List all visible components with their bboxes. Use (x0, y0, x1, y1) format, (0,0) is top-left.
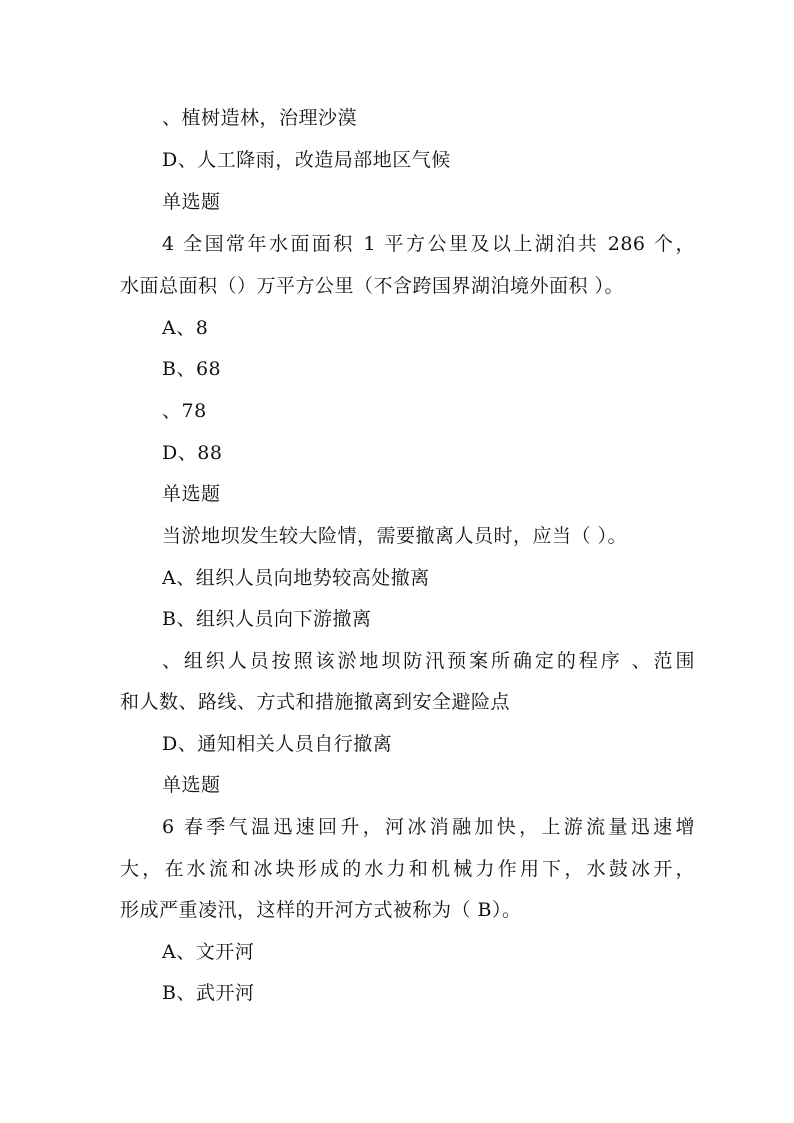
question-type-label: 单选题 (162, 774, 221, 796)
option-c-line-1: 、组织人员按照该淤地坝防汛预案所确定的程序 、范围 (162, 650, 695, 672)
option-a-text: A、组织人员向地势较高处撤离 (162, 567, 430, 589)
question-6-line-3: 形成严重凌汛，这样的开河方式被称为（ B）。 (120, 899, 522, 921)
option-b-text: B、组织人员向下游撤离 (162, 608, 372, 630)
question-5-text: 当淤地坝发生较大险情，需要撤离人员时，应当（ ）。 (162, 525, 628, 547)
option-d-text: D、人工降雨，改造局部地区气候 (162, 149, 451, 171)
question-4-line-1: 4 全国常年水面面积 1 平方公里及以上湖泊共 286 个， (162, 233, 695, 255)
option-d-text: D、88 (162, 442, 223, 464)
question-6-line-1: 6 春季气温迅速回升，河冰消融加快，上游流量迅速增 (162, 816, 695, 838)
option-d-text: D、通知相关人员自行撤离 (162, 733, 393, 755)
option-a-text: A、8 (162, 317, 209, 339)
question-type-label: 单选题 (162, 483, 221, 505)
option-b-text: B、武开河 (162, 982, 255, 1004)
option-c-text: 、植树造林，治理沙漠 (162, 107, 358, 129)
option-c-text: 、78 (162, 400, 207, 422)
question-type-label: 单选题 (162, 191, 221, 213)
option-b-text: B、68 (162, 358, 222, 380)
option-c-line-2: 和人数、路线、方式和措施撤离到安全避险点 (120, 691, 511, 713)
question-4-line-2: 水面总面积（）万平方公里（不含跨国界湖泊境外面积 ）。 (120, 275, 625, 297)
option-a-text: A、文开河 (162, 941, 255, 963)
question-6-line-2: 大，在水流和冰块形成的水力和机械力作用下，水鼓冰开， (120, 858, 695, 880)
